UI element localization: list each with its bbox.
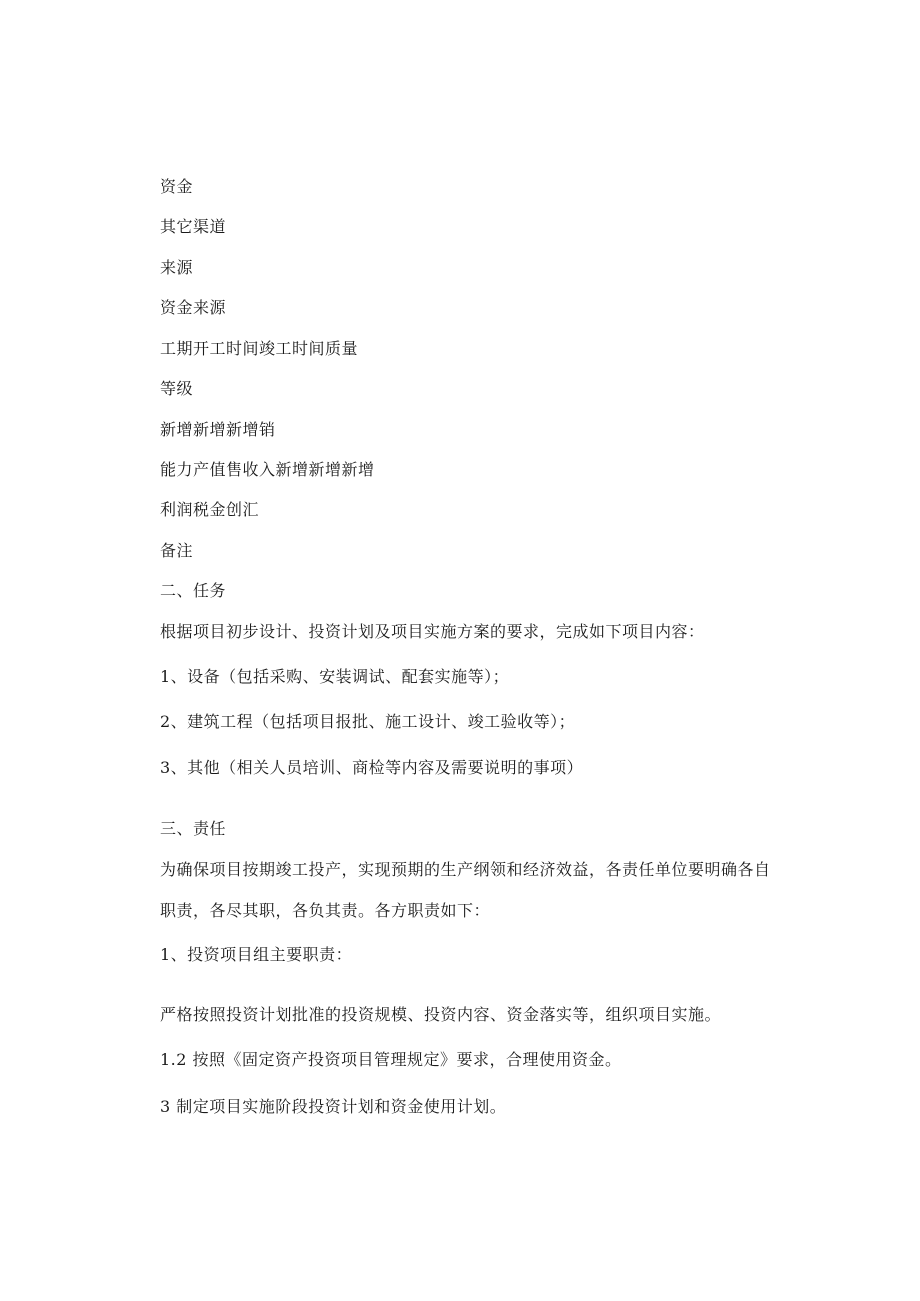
text-line-capacity-revenue: 能力产值售收入新增新增新增: [160, 460, 375, 479]
section-heading-responsibilities: 三、责任: [160, 819, 227, 838]
paragraph-duty-implementation: 严格按照投资计划批准的投资规模、投资内容、资金落实等，组织项目实施。: [160, 1005, 722, 1024]
paragraph-duty-fund-usage: 1.2 按照《固定资产投资项目管理规定》要求，合理使用资金。: [160, 1050, 622, 1069]
list-item-project-group-duties: 1、投资项目组主要职责：: [160, 945, 353, 964]
paragraph-responsibility-intro: 为确保项目按期竣工投产，实现预期的生产纲领和经济效益，各责任单位要明确各自职责，各尽其职，各负其责。各方职责如下：: [160, 860, 771, 920]
text-line-remarks: 备注: [160, 541, 194, 560]
text-line-profit-tax: 利润税金创汇: [160, 500, 260, 519]
list-item-equipment: 1、设备（包括采购、安装调试、配套实施等）；: [160, 667, 510, 686]
text-line-grade: 等级: [160, 379, 194, 398]
list-item-construction: 2、建筑工程（包括项目报批、施工设计、竣工验收等）；: [160, 712, 576, 731]
list-item-other: 3、其他（相关人员培训、商检等内容及需要说明的事项）: [160, 758, 584, 777]
text-line-new-additions: 新增新增新增销: [160, 420, 276, 439]
paragraph-duty-plan: 3 制定项目实施阶段投资计划和资金使用计划。: [160, 1097, 507, 1116]
text-line-source: 来源: [160, 258, 194, 277]
paragraph-task-intro: 根据项目初步设计、投资计划及项目实施方案的要求，完成如下项目内容：: [160, 622, 705, 641]
text-line-funds: 资金: [160, 177, 194, 196]
text-line-fund-source: 资金来源: [160, 298, 227, 317]
text-line-schedule-quality: 工期开工时间竣工时间质量: [160, 339, 359, 358]
text-line-other-channels: 其它渠道: [160, 217, 227, 236]
section-heading-tasks: 二、任务: [160, 581, 227, 600]
